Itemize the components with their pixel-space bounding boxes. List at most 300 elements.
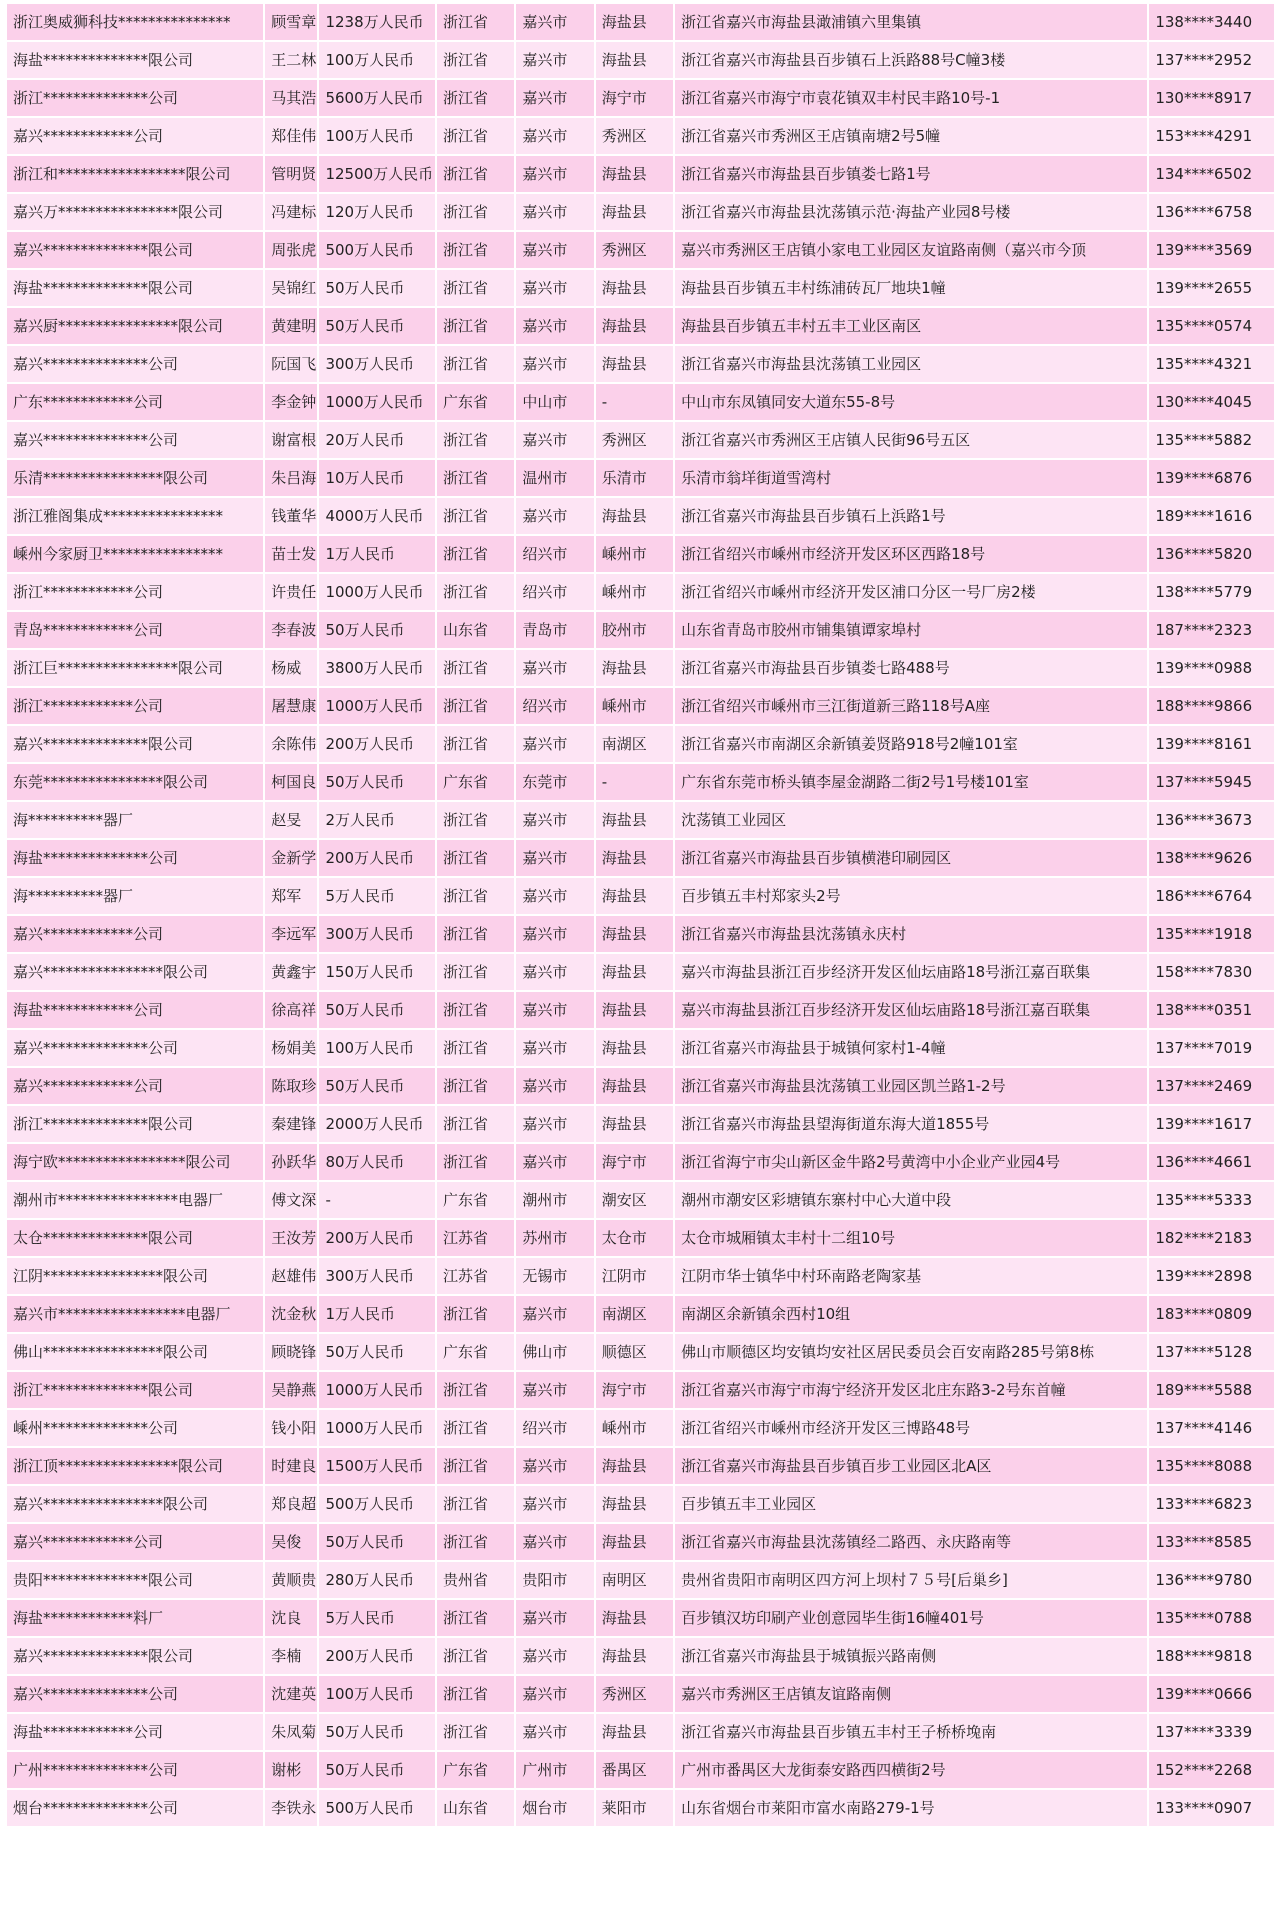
- phone-cell: 133****8585: [1149, 1524, 1274, 1560]
- address-cell: 中山市东凤镇同安大道东55-8号: [675, 384, 1147, 420]
- legal-person-cell: 朱凤菊: [265, 1714, 317, 1750]
- legal-person-cell: 马其浩: [265, 80, 317, 116]
- city-cell: 嘉兴市: [516, 498, 593, 534]
- legal-person-cell: 王汝芳: [265, 1220, 317, 1256]
- legal-person-cell: 谢彬: [265, 1752, 317, 1788]
- company-name-cell: 海盐************公司: [7, 1714, 263, 1750]
- registered-capital-cell: 5万人民币: [319, 1600, 435, 1636]
- address-cell: 浙江省嘉兴市海盐县百步镇五丰村王子桥桥堍南: [675, 1714, 1147, 1750]
- table-row: [7, 1638, 1274, 1674]
- district-cell: 海盐县: [596, 1638, 673, 1674]
- phone-cell: 135****0574: [1149, 308, 1274, 344]
- table-row: [7, 1752, 1274, 1788]
- legal-person-cell: 秦建锋: [265, 1106, 317, 1142]
- table-row: [7, 992, 1274, 1028]
- city-cell: 嘉兴市: [516, 1524, 593, 1560]
- legal-person-cell: 顾晓锋: [265, 1334, 317, 1370]
- city-cell: 嘉兴市: [516, 1372, 593, 1408]
- registered-capital-cell: 280万人民币: [319, 1562, 435, 1598]
- address-cell: 乐清市翁垟街道雪湾村: [675, 460, 1147, 496]
- legal-person-cell: 阮国飞: [265, 346, 317, 382]
- company-name-cell: 东莞****************限公司: [7, 764, 263, 800]
- legal-person-cell: 金新学: [265, 840, 317, 876]
- legal-person-cell: 吴俊: [265, 1524, 317, 1560]
- address-cell: 百步镇五丰工业园区: [675, 1486, 1147, 1522]
- phone-cell: 137****2469: [1149, 1068, 1274, 1104]
- address-cell: 浙江省嘉兴市海盐县于城镇何家村1-4幢: [675, 1030, 1147, 1066]
- company-name-cell: 佛山****************限公司: [7, 1334, 263, 1370]
- table-row: [7, 422, 1274, 458]
- registered-capital-cell: 80万人民币: [319, 1144, 435, 1180]
- registered-capital-cell: 100万人民币: [319, 42, 435, 78]
- district-cell: 海盐县: [596, 1068, 673, 1104]
- district-cell: 海盐县: [596, 270, 673, 306]
- city-cell: 佛山市: [516, 1334, 593, 1370]
- registered-capital-cell: 150万人民币: [319, 954, 435, 990]
- table-row: [7, 1334, 1274, 1370]
- province-cell: 浙江省: [437, 1410, 514, 1446]
- province-cell: 山东省: [437, 1790, 514, 1826]
- province-cell: 浙江省: [437, 1030, 514, 1066]
- company-name-cell: 嘉兴厨****************限公司: [7, 308, 263, 344]
- province-cell: 浙江省: [437, 878, 514, 914]
- phone-cell: 153****4291: [1149, 118, 1274, 154]
- phone-cell: 139****2655: [1149, 270, 1274, 306]
- city-cell: 嘉兴市: [516, 1448, 593, 1484]
- address-cell: 海盐县百步镇五丰村练浦砖瓦厂地块1幢: [675, 270, 1147, 306]
- company-name-cell: 浙江************公司: [7, 688, 263, 724]
- province-cell: 浙江省: [437, 498, 514, 534]
- address-cell: 浙江省绍兴市嵊州市经济开发区浦口分区一号厂房2楼: [675, 574, 1147, 610]
- company-name-cell: 海宁欧*****************限公司: [7, 1144, 263, 1180]
- table-row: [7, 726, 1274, 762]
- district-cell: 海盐县: [596, 1448, 673, 1484]
- district-cell: 胶州市: [596, 612, 673, 648]
- province-cell: 广东省: [437, 1752, 514, 1788]
- district-cell: 海宁市: [596, 1372, 673, 1408]
- province-cell: 广东省: [437, 764, 514, 800]
- address-cell: 嘉兴市秀洲区王店镇小家电工业园区友谊路南侧（嘉兴市今顶: [675, 232, 1147, 268]
- district-cell: 嵊州市: [596, 688, 673, 724]
- address-cell: 贵州省贵阳市南明区四方河上坝村７５号[后巢乡]: [675, 1562, 1147, 1598]
- province-cell: 江苏省: [437, 1220, 514, 1256]
- phone-cell: 135****0788: [1149, 1600, 1274, 1636]
- district-cell: 莱阳市: [596, 1790, 673, 1826]
- table-row: [7, 1068, 1274, 1104]
- company-name-cell: 海**********器厂: [7, 802, 263, 838]
- phone-cell: 137****5945: [1149, 764, 1274, 800]
- district-cell: 海盐县: [596, 992, 673, 1028]
- city-cell: 青岛市: [516, 612, 593, 648]
- district-cell: 海盐县: [596, 194, 673, 230]
- address-cell: 浙江省嘉兴市海盐县沈荡镇永庆村: [675, 916, 1147, 952]
- address-cell: 浙江省嘉兴市海盐县百步镇娄七路1号: [675, 156, 1147, 192]
- district-cell: 海盐县: [596, 840, 673, 876]
- table-row: [7, 194, 1274, 230]
- registered-capital-cell: 1000万人民币: [319, 384, 435, 420]
- phone-cell: 139****0988: [1149, 650, 1274, 686]
- address-cell: 浙江省嘉兴市海盐县望海街道东海大道1855号: [675, 1106, 1147, 1142]
- district-cell: 海盐县: [596, 1486, 673, 1522]
- phone-cell: 133****0907: [1149, 1790, 1274, 1826]
- address-cell: 浙江省嘉兴市海盐县沈荡镇工业园区凯兰路1-2号: [675, 1068, 1147, 1104]
- province-cell: 浙江省: [437, 422, 514, 458]
- district-cell: 乐清市: [596, 460, 673, 496]
- registered-capital-cell: 1000万人民币: [319, 688, 435, 724]
- city-cell: 嘉兴市: [516, 118, 593, 154]
- province-cell: 浙江省: [437, 1524, 514, 1560]
- city-cell: 嘉兴市: [516, 308, 593, 344]
- district-cell: 秀洲区: [596, 1676, 673, 1712]
- legal-person-cell: 郑军: [265, 878, 317, 914]
- province-cell: 浙江省: [437, 156, 514, 192]
- province-cell: 浙江省: [437, 1714, 514, 1750]
- legal-person-cell: 李春波: [265, 612, 317, 648]
- company-name-cell: 乐清****************限公司: [7, 460, 263, 496]
- company-name-cell: 广州**************公司: [7, 1752, 263, 1788]
- phone-cell: 137****5128: [1149, 1334, 1274, 1370]
- legal-person-cell: 杨威: [265, 650, 317, 686]
- registered-capital-cell: 12500万人民币: [319, 156, 435, 192]
- address-cell: 潮州市潮安区彩塘镇东寨村中心大道中段: [675, 1182, 1147, 1218]
- province-cell: 浙江省: [437, 1600, 514, 1636]
- registered-capital-cell: 50万人民币: [319, 308, 435, 344]
- registered-capital-cell: 20万人民币: [319, 422, 435, 458]
- address-cell: 山东省烟台市莱阳市富水南路279-1号: [675, 1790, 1147, 1826]
- phone-cell: 137****3339: [1149, 1714, 1274, 1750]
- company-name-cell: 贵阳**************限公司: [7, 1562, 263, 1598]
- legal-person-cell: 朱吕海: [265, 460, 317, 496]
- phone-cell: 139****1617: [1149, 1106, 1274, 1142]
- table-row: [7, 1790, 1274, 1826]
- phone-cell: 138****5779: [1149, 574, 1274, 610]
- address-cell: 浙江省绍兴市嵊州市经济开发区环区西路18号: [675, 536, 1147, 572]
- phone-cell: 135****8088: [1149, 1448, 1274, 1484]
- phone-cell: 136****9780: [1149, 1562, 1274, 1598]
- company-name-cell: 嘉兴************公司: [7, 1068, 263, 1104]
- registered-capital-cell: 50万人民币: [319, 764, 435, 800]
- phone-cell: 136****5820: [1149, 536, 1274, 572]
- district-cell: 南湖区: [596, 1296, 673, 1332]
- company-name-cell: 海盐**************限公司: [7, 270, 263, 306]
- phone-cell: 187****2323: [1149, 612, 1274, 648]
- province-cell: 贵州省: [437, 1562, 514, 1598]
- phone-cell: 137****7019: [1149, 1030, 1274, 1066]
- company-name-cell: 嘉兴************公司: [7, 118, 263, 154]
- legal-person-cell: 李金钟: [265, 384, 317, 420]
- table-row: [7, 916, 1274, 952]
- table-row: [7, 650, 1274, 686]
- legal-person-cell: 顾雪章: [265, 4, 317, 40]
- company-name-cell: 海盐************料厂: [7, 1600, 263, 1636]
- registered-capital-cell: 200万人民币: [319, 840, 435, 876]
- address-cell: 浙江省嘉兴市海盐县百步镇石上浜路1号: [675, 498, 1147, 534]
- city-cell: 嘉兴市: [516, 194, 593, 230]
- province-cell: 山东省: [437, 612, 514, 648]
- address-cell: 浙江省嘉兴市海盐县澉浦镇六里集镇: [675, 4, 1147, 40]
- company-name-cell: 浙江雅阁集成****************: [7, 498, 263, 534]
- city-cell: 广州市: [516, 1752, 593, 1788]
- district-cell: 海盐县: [596, 878, 673, 914]
- registered-capital-cell: 50万人民币: [319, 612, 435, 648]
- address-cell: 浙江省嘉兴市海盐县沈荡镇示范·海盐产业园8号楼: [675, 194, 1147, 230]
- table-row: [7, 1524, 1274, 1560]
- city-cell: 绍兴市: [516, 688, 593, 724]
- registered-capital-cell: 500万人民币: [319, 1790, 435, 1826]
- province-cell: 广东省: [437, 1182, 514, 1218]
- address-cell: 浙江省绍兴市嵊州市经济开发区三博路48号: [675, 1410, 1147, 1446]
- city-cell: 嘉兴市: [516, 1296, 593, 1332]
- legal-person-cell: 赵雄伟: [265, 1258, 317, 1294]
- registered-capital-cell: 300万人民币: [319, 346, 435, 382]
- district-cell: 海盐县: [596, 1524, 673, 1560]
- city-cell: 绍兴市: [516, 536, 593, 572]
- registered-capital-cell: 300万人民币: [319, 916, 435, 952]
- district-cell: 秀洲区: [596, 232, 673, 268]
- legal-person-cell: 孙跃华: [265, 1144, 317, 1180]
- registered-capital-cell: 100万人民币: [319, 1676, 435, 1712]
- phone-cell: 139****2898: [1149, 1258, 1274, 1294]
- phone-cell: 136****6758: [1149, 194, 1274, 230]
- table-row: [7, 1486, 1274, 1522]
- phone-cell: 135****5333: [1149, 1182, 1274, 1218]
- legal-person-cell: 沈金秋: [265, 1296, 317, 1332]
- phone-cell: 138****3440: [1149, 4, 1274, 40]
- phone-cell: 139****0666: [1149, 1676, 1274, 1712]
- district-cell: 秀洲区: [596, 422, 673, 458]
- city-cell: 嘉兴市: [516, 346, 593, 382]
- city-cell: 嘉兴市: [516, 916, 593, 952]
- table-body: [7, 4, 1274, 1826]
- table-row: [7, 688, 1274, 724]
- legal-person-cell: 管明贤: [265, 156, 317, 192]
- table-row: [7, 1144, 1274, 1180]
- address-cell: 海盐县百步镇五丰村五丰工业区南区: [675, 308, 1147, 344]
- legal-person-cell: 黄建明: [265, 308, 317, 344]
- province-cell: 浙江省: [437, 1372, 514, 1408]
- city-cell: 嘉兴市: [516, 232, 593, 268]
- district-cell: 秀洲区: [596, 118, 673, 154]
- company-name-cell: 烟台**************公司: [7, 1790, 263, 1826]
- phone-cell: 189****5588: [1149, 1372, 1274, 1408]
- table-row: [7, 536, 1274, 572]
- address-cell: 广东省东莞市桥头镇李屋金湖路二街2号1号楼101室: [675, 764, 1147, 800]
- district-cell: 嵊州市: [596, 536, 673, 572]
- province-cell: 浙江省: [437, 42, 514, 78]
- legal-person-cell: 李楠: [265, 1638, 317, 1674]
- address-cell: 浙江省海宁市尖山新区金牛路2号黄湾中小企业产业园4号: [675, 1144, 1147, 1180]
- city-cell: 中山市: [516, 384, 593, 420]
- legal-person-cell: 吴静燕: [265, 1372, 317, 1408]
- district-cell: 番禺区: [596, 1752, 673, 1788]
- company-name-cell: 青岛************公司: [7, 612, 263, 648]
- registered-capital-cell: 1000万人民币: [319, 574, 435, 610]
- city-cell: 无锡市: [516, 1258, 593, 1294]
- province-cell: 浙江省: [437, 80, 514, 116]
- company-name-cell: 嘉兴****************限公司: [7, 1486, 263, 1522]
- district-cell: 海盐县: [596, 916, 673, 952]
- address-cell: 嘉兴市秀洲区王店镇友谊路南侧: [675, 1676, 1147, 1712]
- legal-person-cell: 余陈伟: [265, 726, 317, 762]
- table-row: [7, 840, 1274, 876]
- company-name-cell: 嘉兴万****************限公司: [7, 194, 263, 230]
- phone-cell: 137****4146: [1149, 1410, 1274, 1446]
- phone-cell: 139****3569: [1149, 232, 1274, 268]
- table-row: [7, 460, 1274, 496]
- district-cell: 江阴市: [596, 1258, 673, 1294]
- legal-person-cell: 时建良: [265, 1448, 317, 1484]
- table-row: [7, 1030, 1274, 1066]
- registered-capital-cell: 200万人民币: [319, 1638, 435, 1674]
- district-cell: 海盐县: [596, 802, 673, 838]
- registered-capital-cell: 1500万人民币: [319, 1448, 435, 1484]
- city-cell: 绍兴市: [516, 1410, 593, 1446]
- city-cell: 嘉兴市: [516, 650, 593, 686]
- city-cell: 嘉兴市: [516, 1068, 593, 1104]
- city-cell: 嘉兴市: [516, 992, 593, 1028]
- city-cell: 嘉兴市: [516, 80, 593, 116]
- table-row: [7, 1296, 1274, 1332]
- province-cell: 浙江省: [437, 346, 514, 382]
- table-row: [7, 270, 1274, 306]
- legal-person-cell: 赵旻: [265, 802, 317, 838]
- province-cell: 浙江省: [437, 536, 514, 572]
- city-cell: 温州市: [516, 460, 593, 496]
- legal-person-cell: 李铁永: [265, 1790, 317, 1826]
- table-row: [7, 1258, 1274, 1294]
- district-cell: 嵊州市: [596, 1410, 673, 1446]
- address-cell: 浙江省嘉兴市秀洲区王店镇人民街96号五区: [675, 422, 1147, 458]
- district-cell: 海盐县: [596, 346, 673, 382]
- table-row: [7, 232, 1274, 268]
- phone-cell: 130****8917: [1149, 80, 1274, 116]
- address-cell: 浙江省嘉兴市秀洲区王店镇南塘2号5幢: [675, 118, 1147, 154]
- province-cell: 浙江省: [437, 726, 514, 762]
- city-cell: 嘉兴市: [516, 1714, 593, 1750]
- company-name-cell: 海**********器厂: [7, 878, 263, 914]
- table-row: [7, 1600, 1274, 1636]
- registered-capital-cell: 120万人民币: [319, 194, 435, 230]
- legal-person-cell: 沈良: [265, 1600, 317, 1636]
- province-cell: 浙江省: [437, 1448, 514, 1484]
- phone-cell: 152****2268: [1149, 1752, 1274, 1788]
- province-cell: 浙江省: [437, 460, 514, 496]
- company-name-cell: 浙江************公司: [7, 574, 263, 610]
- district-cell: 南明区: [596, 1562, 673, 1598]
- city-cell: 嘉兴市: [516, 1638, 593, 1674]
- district-cell: 南湖区: [596, 726, 673, 762]
- province-cell: 广东省: [437, 1334, 514, 1370]
- province-cell: 浙江省: [437, 1296, 514, 1332]
- table-row: [7, 1106, 1274, 1142]
- district-cell: -: [596, 764, 673, 800]
- address-cell: 浙江省嘉兴市海盐县于城镇振兴路南侧: [675, 1638, 1147, 1674]
- province-cell: 浙江省: [437, 1144, 514, 1180]
- address-cell: 浙江省嘉兴市海宁市海宁经济开发区北庄东路3-2号东首幢: [675, 1372, 1147, 1408]
- company-name-cell: 嘉兴****************限公司: [7, 954, 263, 990]
- registered-capital-cell: 200万人民币: [319, 726, 435, 762]
- legal-person-cell: 周张虎: [265, 232, 317, 268]
- company-name-cell: 浙江**************限公司: [7, 1372, 263, 1408]
- table-row: [7, 1448, 1274, 1484]
- phone-cell: 135****1918: [1149, 916, 1274, 952]
- legal-person-cell: 李远军: [265, 916, 317, 952]
- legal-person-cell: 钱小阳: [265, 1410, 317, 1446]
- address-cell: 百步镇汉坊印刷产业创意园毕生街16幢401号: [675, 1600, 1147, 1636]
- company-name-cell: 江阴****************限公司: [7, 1258, 263, 1294]
- registered-capital-cell: 5万人民币: [319, 878, 435, 914]
- province-cell: 浙江省: [437, 308, 514, 344]
- city-cell: 嘉兴市: [516, 42, 593, 78]
- legal-person-cell: 黄顺贵: [265, 1562, 317, 1598]
- address-cell: 浙江省嘉兴市海盐县沈荡镇经二路西、永庆路南等: [675, 1524, 1147, 1560]
- district-cell: 海宁市: [596, 80, 673, 116]
- legal-person-cell: 沈建英: [265, 1676, 317, 1712]
- address-cell: 嘉兴市海盐县浙江百步经济开发区仙坛庙路18号浙江嘉百联集: [675, 954, 1147, 990]
- phone-cell: 130****4045: [1149, 384, 1274, 420]
- district-cell: 海盐县: [596, 42, 673, 78]
- phone-cell: 188****9818: [1149, 1638, 1274, 1674]
- legal-person-cell: 王二林: [265, 42, 317, 78]
- province-cell: 浙江省: [437, 574, 514, 610]
- city-cell: 嘉兴市: [516, 954, 593, 990]
- registered-capital-cell: 50万人民币: [319, 1068, 435, 1104]
- company-name-cell: 嘉兴**************限公司: [7, 232, 263, 268]
- company-name-cell: 浙江**************限公司: [7, 1106, 263, 1142]
- address-cell: 南湖区余新镇余西村10组: [675, 1296, 1147, 1332]
- table-row: [7, 1220, 1274, 1256]
- company-name-cell: 嘉兴************公司: [7, 1524, 263, 1560]
- province-cell: 浙江省: [437, 840, 514, 876]
- province-cell: 浙江省: [437, 1676, 514, 1712]
- registered-capital-cell: 50万人民币: [319, 1752, 435, 1788]
- legal-person-cell: 许贵任: [265, 574, 317, 610]
- province-cell: 浙江省: [437, 916, 514, 952]
- district-cell: 嵊州市: [596, 574, 673, 610]
- address-cell: 江阴市华士镇华中村环南路老陶家基: [675, 1258, 1147, 1294]
- phone-cell: 136****4661: [1149, 1144, 1274, 1180]
- company-name-cell: 嵊州今家厨卫****************: [7, 536, 263, 572]
- table-row: [7, 878, 1274, 914]
- district-cell: -: [596, 384, 673, 420]
- district-cell: 海盐县: [596, 4, 673, 40]
- address-cell: 浙江省嘉兴市海盐县百步镇百步工业园区北A区: [675, 1448, 1147, 1484]
- registered-capital-cell: 50万人民币: [319, 1524, 435, 1560]
- province-cell: 广东省: [437, 384, 514, 420]
- phone-cell: 134****6502: [1149, 156, 1274, 192]
- legal-person-cell: 钱董华: [265, 498, 317, 534]
- legal-person-cell: 柯国良: [265, 764, 317, 800]
- legal-person-cell: 徐高祥: [265, 992, 317, 1028]
- company-name-cell: 浙江巨****************限公司: [7, 650, 263, 686]
- registered-capital-cell: 4000万人民币: [319, 498, 435, 534]
- phone-cell: 186****6764: [1149, 878, 1274, 914]
- legal-person-cell: 傅文深: [265, 1182, 317, 1218]
- table-row: [7, 1182, 1274, 1218]
- registered-capital-cell: 10万人民币: [319, 460, 435, 496]
- registered-capital-cell: 1000万人民币: [319, 1372, 435, 1408]
- registered-capital-cell: 50万人民币: [319, 1334, 435, 1370]
- legal-person-cell: 屠慧康: [265, 688, 317, 724]
- phone-cell: 139****8161: [1149, 726, 1274, 762]
- registered-capital-cell: 2万人民币: [319, 802, 435, 838]
- table-row: [7, 118, 1274, 154]
- company-name-cell: 嘉兴**************公司: [7, 1030, 263, 1066]
- registered-capital-cell: -: [319, 1182, 435, 1218]
- city-cell: 嘉兴市: [516, 156, 593, 192]
- district-cell: 海盐县: [596, 1106, 673, 1142]
- table-row: [7, 4, 1274, 40]
